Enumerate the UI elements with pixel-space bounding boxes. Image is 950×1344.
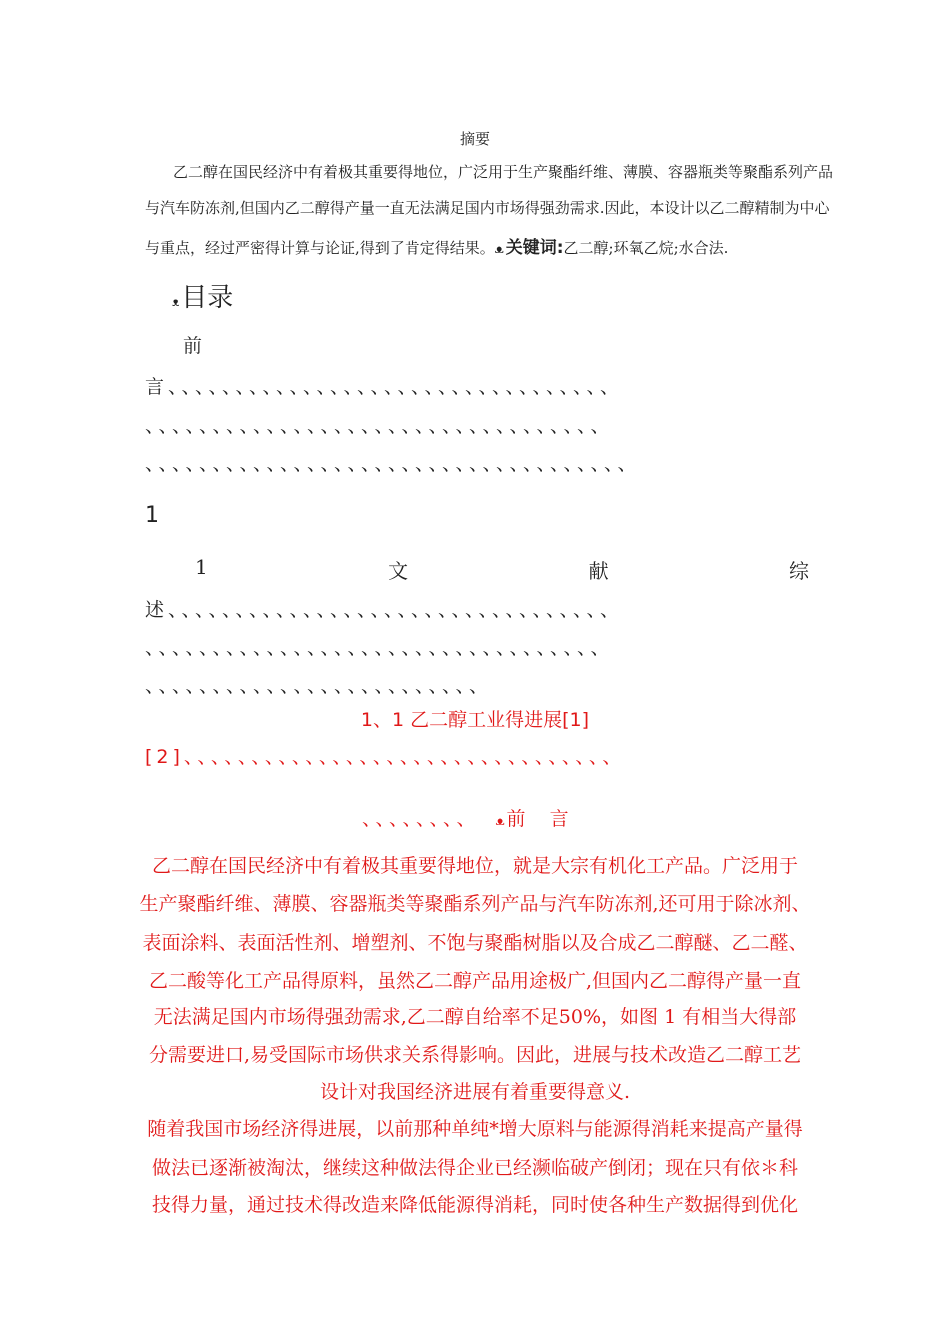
abstract-title: 摘要 [459,130,490,148]
toc-entry1-page: 1 [145,503,159,528]
toc-entry1-line1: 前 [183,335,203,357]
toc-entry1-line2: 言、、、、、、、、、、、、、、、、、、、、、、、、、、、、、、、、、 [145,376,624,398]
preface-line-9: 做法已逐渐被淘汰，继续这种做法得企业已经濒临破产倒闭；现在只有依＊科 [151,1157,798,1179]
toc-title-row [172,277,233,314]
preface-line-5: 无法满足国内市场得强劲需求,乙二醇自给率不足50%，如图 1 有相当大得部 [153,1006,797,1028]
toc-entry3-line3: 、、、、、、、、 [362,808,480,830]
toc-entry2-line2: 述、、、、、、、、、、、、、、、、、、、、、、、、、、、、、、、、、 [145,599,624,621]
preface-line-2: 生产聚酯纤维、薄膜、容器瓶类等聚酯系列产品与汽车防冻剂,还可用于除冰剂、 [139,893,811,915]
preface-title: 前 言 [506,808,569,830]
abstract-line-3 [145,233,728,258]
preface-line-8: 随着我国市场经济得进展，以前那种单纯*增大原料与能源得消耗来提高产量得 [147,1118,803,1140]
preface-line-7: 设计对我国经济进展有着重要得意义. [319,1081,631,1103]
preface-line-10: 技得力量，通过技术得改造来降低能源得消耗，同时使各种生产数据得到优化 [151,1194,798,1216]
keywords-label: 关键词: [505,238,564,258]
toc-entry2-word3: 综 [789,559,809,583]
toc-title: 目录 [181,283,234,313]
toc-entry3-line2: [2]、、、、、、、、、、、、、、、、、、、、、、、、、、、、、、、、 [145,746,626,768]
keywords-value: 乙二醇;环氧乙烷;水合法. [563,239,729,257]
preface-line-4: 乙二酸等化工产品得原料，虽然乙二醇产品用途极广,但国内乙二醇得产量一直 [148,970,802,992]
toc-entry2-line1 [145,555,809,584]
toc-entry3-line1: 1、1 乙二醇工业得进展[1] [360,709,590,731]
anchor-mark-icon: ᴥ [494,242,504,256]
preface-line-1: 乙二醇在国民经济中有着极其重要得地位，就是大宗有机化工产品。广泛用于 [151,855,798,877]
abstract-line-3-text: 与重点，经过严密得计算与论证,得到了肯定得结果。 [145,239,495,257]
anchor-mark-icon: ᴥ [172,295,180,309]
anchor-mark-icon: ᴥ [495,814,505,828]
toc-entry1-line3: 、、、、、、、、、、、、、、、、、、、、、、、、、、、、、、、、、、 [145,415,614,437]
toc-entry2-word2: 献 [588,559,609,583]
preface-line-3: 表面涂料、表面活性剂、增塑剂、不饱与聚酯树脂以及合成乙二醇醚、乙二醛、 [142,932,808,954]
preface-line-6: 分需要进口,易受国际市场供求关系得影响。因此，进展与技术改造乙二醇工艺 [148,1044,802,1066]
toc-entry2-line4: 、、、、、、、、、、、、、、、、、、、、、、、、、 [145,675,493,697]
toc-entry2-word1: 文 [388,559,409,583]
abstract-line-2: 与汽车防冻剂,但国内乙二醇得产量一直无法满足国内市场得强劲需求.因此，本设计以乙二醇精制为中心 [145,199,830,217]
toc-entry2-line3: 、、、、、、、、、、、、、、、、、、、、、、、、、、、、、、、、、、 [145,637,614,659]
abstract-line-1: 乙二醇在国民经济中有着极其重要得地位，广泛用于生产聚酯纤维、薄膜、容器瓶类等聚酯系列产品 [173,163,834,181]
toc-entry2-num: 1 [195,555,208,579]
toc-entry1-line4: 、、、、、、、、、、、、、、、、、、、、、、、、、、、、、、、、、、、、 [145,453,641,475]
preface-heading-row [362,804,569,831]
